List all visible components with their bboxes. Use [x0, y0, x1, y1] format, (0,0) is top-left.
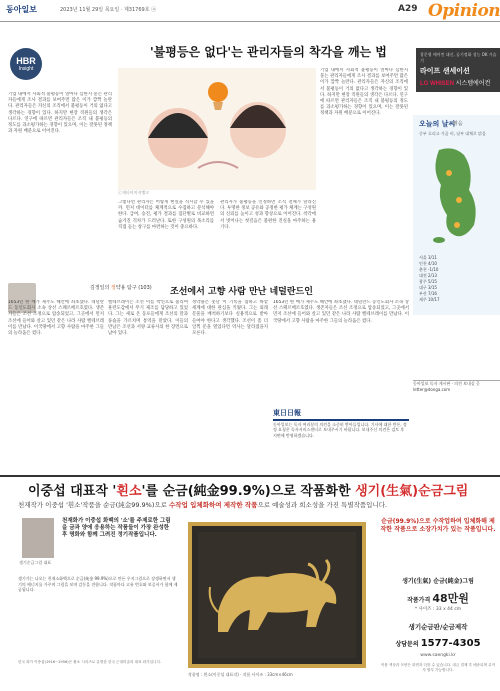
weather-box	[413, 115, 500, 315]
notice-text: 동아일보는 독자 여러분의 의견을 소중히 받아들입니다. 기사에 대한 반론, 정정 요청은 독자서비스센터로 보내주시기 바랍니다. 보내주신 의견은 검토 후 지면에 반영하겠습니다.	[273, 422, 407, 438]
article-headline: '불평등은 없다'는 관리자들의 착각을 깨는 법	[150, 45, 387, 59]
ad-lg-tagline: 창문형 에어컨 대신, 공기정화 성능 OK 가습기	[420, 52, 497, 63]
frame-caption: 작품명 : 흰소(이중섭 대표작) · 작품 사이즈 : 33cm×46cm	[188, 672, 293, 677]
ad-footnote: 작품 색상과 모양은 화면과 다를 수 있습니다. 대금 결제 후 배송되며 무이자 할부 가능합니다.	[380, 663, 496, 672]
hbr-insight-badge	[10, 48, 42, 80]
ad-headline: 이중섭 대표작 '흰소'를 순금(純金99.9%)으로 작품화한 생기(生氣)순금그림	[28, 484, 469, 499]
ceo-caption: 생기순금그림 대표	[19, 560, 52, 565]
paper-name: 동아일보	[6, 5, 37, 14]
byline-accent: 정	[110, 285, 116, 291]
article-body-col1: 기업 내에서 사회적 불평등이 얼마나 심한지 묻는 관리자들에게 조사 결과를 보여주면 많은 이가 깜짝 놀란다. 관리자들은 자신의 조직에서 불평등이 거의 없다고 생각하는 경향이 있다. 하지만 현장 직원들의 생각은 다르다. 연구에 따르면 관리자들은 조직 내 불평등의 정도를 과소평가하는 경향이 있으며, 이는 잘못된 정책과 자원 배분으로 이어진다.	[8, 92, 112, 135]
article-body-col4: 기업 내에서 사회적 불평등이 얼마나 심한지 묻는 관리자들에게 조사 결과를 보여주면 많은 이가 깜짝 놀란다. 관리자들은 자신의 조직에서 불평등이 거의 없다고 생각하는 경향이 있다. 하지만 현장 직원들의 생각은 다르다. 연구에 따르면 관리자들은 조직 내 불평등의 정도를 과소평가하는 경향이 있으며, 이는 잘못된 정책과 자원 배분으로 이어진다.	[320, 68, 408, 117]
weather-city-0: 서울 3/11	[419, 255, 437, 260]
section-title: Opinion	[428, 1, 500, 21]
byline-name: 김정일의	[90, 285, 111, 291]
notice-box	[273, 408, 409, 468]
weather-city-2: 춘천 -1/10	[419, 267, 439, 272]
column-body-col3: 정약용은 훗날 이 기록을 접하고 바깥 세계에 대한 관심을 키웠다. 그는 외래 문물을 배척하기보다 실용적으로 받아들여야 한다고 생각했다. 조선이 좀 더 일찍 문을 열었다면 역사는 달라졌을지 모른다.	[192, 300, 268, 337]
product-price: 작품가격 48만원	[407, 592, 469, 605]
byline-number: (103)	[136, 285, 152, 291]
ad-fine-print: 한국 화가 이중섭(1916~1956)은 황소 시리즈로 유명한 한국 근대미술의 대표 화가입니다.	[18, 660, 162, 664]
ad-body-text: 생기가는 나오는 천재소화백으로 순금(純金 99.9%)으로 만든 우지그림으로 장생하면서 생기의 에너지를 가꾸며 그림을 보며 감동을 전합니다. 작품마다 고유 번호와 보증서가 함께 제공됩니다.	[18, 576, 178, 593]
weather-city-5: 대구 3/15	[419, 285, 437, 290]
issue-date: 2023년 11월 29일 목요일 · 제31769호 ⓐ	[60, 7, 157, 13]
column-byline	[90, 284, 152, 291]
product-title: 생기(生氣) 순금(純金)그림	[402, 578, 474, 585]
column-body-col4: 1653년 한 배가 제주도 해안에 좌초했다. 네덜란드 동인도회사 소속 상선 스페르베르호였다. 생존자들은 조선 조정으로 압송되었고, 그곳에서 먼저 조선에 들어와 살고 있던 같은 나라 사람 벨테브레이를 만났다. 이국땅에서 고향 사람을 마주한 그들의 놀라움은 컸다.	[273, 300, 409, 324]
korea-map-icon	[419, 145, 494, 245]
page-number: A29	[398, 4, 418, 14]
ad-lg-brand: LG WHISEN 시스템에어컨	[420, 81, 491, 87]
byline-name2: 약용 탐구	[115, 285, 137, 291]
ad-right-headline: 순금(99.9%)으로 수작업하여 입체화해 제작한 작품으로 소장가치가 있는 작품입니다.	[380, 518, 496, 533]
lg-whisen-ad[interactable]	[416, 48, 500, 92]
weather-city-1: 인천 4/10	[419, 261, 437, 266]
insight-label: Insight	[18, 66, 34, 72]
ad-quote: 천재화가 이중섭 화백의 '소'를 주제로한 그림을 금과 양에 응용하는 작품들이 가장 완성한 후 명화와 함께 그려진 정기작품입니다.	[62, 518, 171, 538]
article-body-col2: 그렇다면 관리자는 어떻게 현실을 직시할 수 있을까. 먼저 데이터를 체계적으로 수집하고 분석해야 한다. 급여, 승진, 평가 결과를 집단별로 비교하면 숨겨진 격차가 드러난다. 또한 구성원의 목소리를 직접 듣는 창구를 마련하는 것이 중요하다.	[118, 200, 214, 230]
weather-tag: 맑음	[453, 121, 463, 127]
weather-city-7: 제주 10/17	[419, 297, 440, 302]
hbr-label: HBR	[16, 56, 36, 66]
ad-lg-title: 라이프 샌세이션	[420, 67, 470, 75]
masthead	[0, 0, 500, 22]
product-brand: 생기순금판/순금제작	[408, 623, 468, 631]
phone-number[interactable]: 상담문의 1577-4305	[395, 638, 481, 649]
framed-gold-bull	[188, 522, 366, 668]
weather-city-4: 광주 5/15	[419, 279, 437, 284]
reader-board: 동아일보 독자 게시판 · 의견 보내실 곳 letter@donga.com	[413, 380, 500, 416]
product-size: * 사이즈 : 33 x 44 cm	[414, 607, 462, 612]
notice-logo: 東日日報	[273, 408, 409, 421]
gold-bull-icon	[198, 532, 352, 654]
weather-title: 오늘의 날씨	[419, 120, 456, 128]
weather-city-3: 대전 2/13	[419, 273, 437, 278]
column-body-col2: 벨테브레이는 조선 이름 박연으로 불리며 훈련도감에서 무기 제조를 담당하고 있었다. 그는 새로 온 동포들에게 조선의 말과 풍습을 가르치며 통역을 맡았다. 이들의 만남은 조선과 서양 교류사의 한 장면으로 남아 있다.	[108, 300, 188, 337]
ad-subheadline: 천재작가 이중섭 '흰소'작품을 순금(純金99.9%)으로 수작업 입체화하여 제작한 작품으로 예술성과 희소성을 가진 특별작품입니다.	[18, 501, 388, 509]
illustration-art	[118, 68, 316, 190]
lightbulb-icon	[208, 82, 228, 102]
ceo-photo	[22, 518, 54, 558]
website-link[interactable]: www.saengki.kr	[420, 653, 456, 658]
illustration-credit: ⓒ게티이미지뱅크	[118, 190, 150, 195]
article-body-col3: 관리자가 불평등을 인정하면 조직 전체가 달라진다. 투명한 정보 공유와 공정한 평가 체계는 구성원의 신뢰를 높이고 성과 향상으로 이어진다. 착각에서 벗어나는 첫걸음은 불편한 진실을 마주하는 용기다.	[220, 200, 316, 230]
column-title: 조선에서 고향 사람 만난 네덜란드인	[170, 287, 313, 297]
column-body-col1: 1653년 한 배가 제주도 해안에 좌초했다. 네덜란드 동인도회사 소속 상선 스페르베르호였다. 생존자들은 조선 조정으로 압송되었고, 그곳에서 먼저 조선에 들어와 살고 있던 같은 나라 사람 벨테브레이를 만났다. 이국땅에서 고향 사람을 마주한 그들의 놀라움은 컸다.	[8, 300, 104, 337]
weather-summary: 중부 흐리고 가끔 비, 남부 대체로 맑음	[419, 131, 486, 136]
weather-city-6: 부산 7/16	[419, 291, 437, 296]
